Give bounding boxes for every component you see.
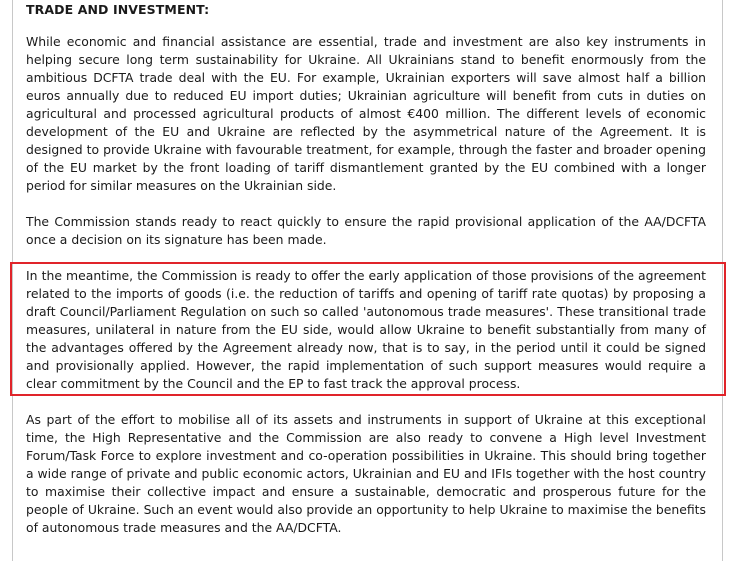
paragraph-investment-forum: As part of the effort to mobilise all of its assets and instruments in support of Ukraine at this exceptional time, the High Representative and the Commission are also ready to convene a High level Investment Forum/Task Force to explore investment and co-operation possibilities in Ukraine. This should bring together a wide range of private and public economic actors, Ukrainian and EU and IFIs together with the host country to maximise their collective impact and ensure a sustainable, democratic and prosperous future for the people of Ukraine. Such an event would also provide an opportunity to help Ukraine to maximise the benefits of autonomous trade measures and the AA/DCFTA. (26, 412, 706, 535)
paragraph-trade-benefits: While economic and financial assistance are essential, trade and investment are also key instruments in helping secure long term sustainability for Ukraine. All Ukrainians stand to benefit enormously from the ambitious DCFTA trade deal with the EU. For example, Ukrainian exporters will save almost half a billion euros annually due to reduced EU import duties; Ukrainian agriculture will benefit from cuts in duties on agricultural and processed agricultural products of almost €400 million. The different levels of economic development of the EU and Ukraine are reflected by the asymmetrical nature of the Agreement. It is designed to provide Ukraine with favourable treatment, for example, through the faster and broader opening of the EU market by the front loading of tariff dismantlement granted by the EU combined with a longer period for similar measures on the Ukrainian side. (26, 34, 706, 193)
paragraph-provisional-application: The Commission stands ready to react quickly to ensure the rapid provisional application of the AA/DCFTA once a decision on its signature has been made. (26, 214, 706, 247)
paragraph-autonomous-trade-measures: In the meantime, the Commission is ready to offer the early application of those provisions of the agreement related to the imports of goods (i.e. the reduction of tariffs and opening of tariff rate quotas) by proposing a draft Council/Parliament Regulation on such so called 'autonomous trade measures'. These transitional trade measures, unilateral in nature from the EU side, would allow Ukraine to benefit substantially from many of the advantages offered by the Agreement already now, that is to say, in the period until it could be signed and provisionally applied. However, the rapid implementation of such support measures would require a clear commitment by the Council and the EP to fast track the approval process. (26, 268, 706, 391)
section-heading: TRADE AND INVESTMENT: (26, 2, 210, 17)
